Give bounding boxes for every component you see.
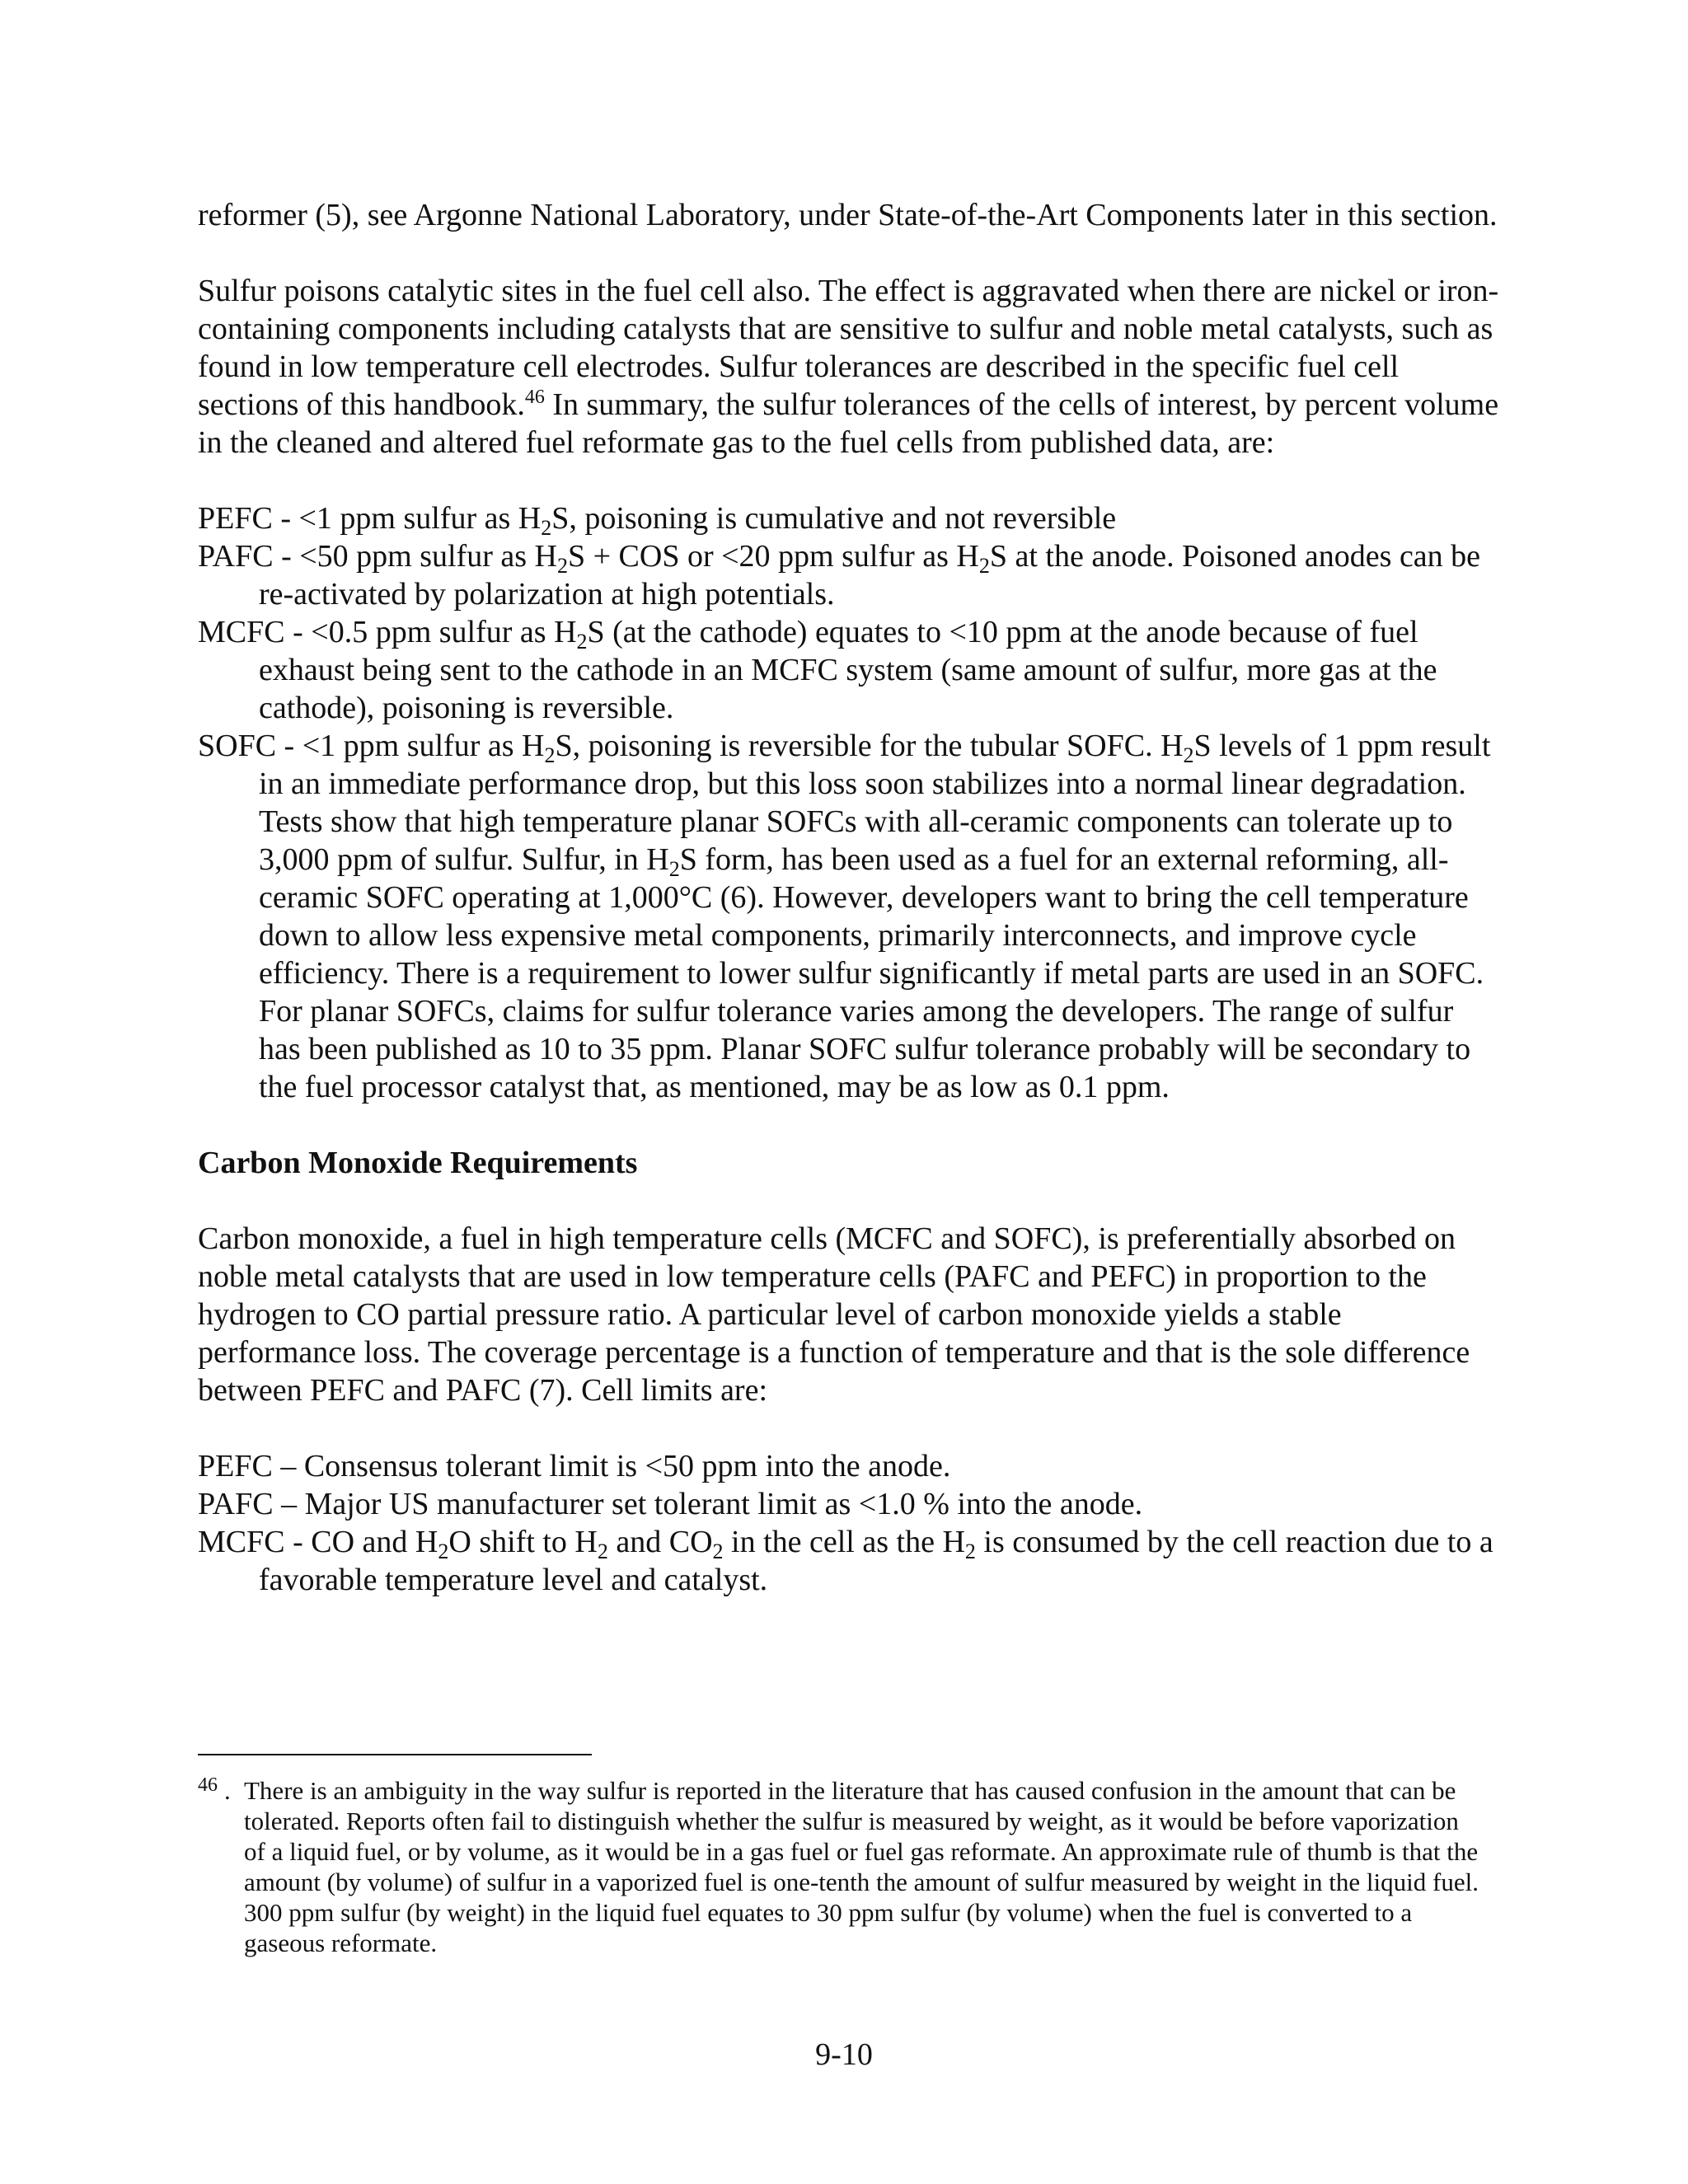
section-heading: Carbon Monoxide Requirements — [198, 1146, 638, 1180]
co-paragraph: Carbon monoxide, a fuel in high temperature cells (MCFC and SOFC), is preferentially absorbed on noble metal catalysts that are used in low temperature cells (PAFC and PEFC) in proportion to the hydrogen to CO partial pressure ratio. A particular level of carbon monoxide yields a stable performance loss. The coverage percentage is a function of temperature and that is the sole difference between PEFC and PAFC (7). Cell limits are: — [198, 1221, 1470, 1408]
sulfur-item-pefc — [198, 499, 1500, 540]
footnote-reference[interactable]: 46 — [524, 387, 545, 408]
list-item-text: S (at the cathode) equates to <10 ppm at the anode because of fuel exhaust being sent to the cathode in an MCFC system (same amount of sulfur, more gas at the cathode), poisoning is reversible. — [259, 615, 1437, 725]
subscript: 2 — [544, 743, 556, 767]
list-item-text: is consumed by the cell reaction due to a favorable temperature level and catalyst. — [259, 1525, 1493, 1597]
list-item-text: O shift to H — [448, 1525, 598, 1559]
footnote-text: There is an ambiguity in the way sulfur is reported in the literature that has caused confusion in the amount that can be tolerated. Reports often fail to distinguish whether the sulfur is measured by weight, as it would be before vaporization of a liquid fuel, or by volume, as it would be in a gas fuel or fuel gas reformate. An approximate rule of thumb is that the amount (by volume) of sulfur in a vaporized fuel is one-tenth the amount of sulfur measured by weight in the liquid fuel. 300 ppm sulfur (by weight) in the liquid fuel equates to 30 ppm sulfur (by volume) when the fuel is converted to a gaseous reformate. — [244, 1776, 1479, 1957]
list-item-text: MCFC - <0.5 ppm sulfur as H — [198, 615, 577, 649]
footnote-number: 46 — [198, 1774, 218, 1796]
subscript: 2 — [597, 1540, 608, 1563]
list-item-text: MCFC - CO and H — [198, 1525, 438, 1559]
list-item-text: S levels of 1 ppm result in an immediate performance drop, but this loss soon stabilizes into a normal linear degradation. Tests show that high temperature planar SOFCs with all-ceramic components can tolerate up to 3,000 ppm of sulfur. Sulfur, in H — [259, 729, 1491, 877]
spacer — [198, 462, 1500, 499]
page-body — [198, 196, 1500, 1599]
subscript: 2 — [1183, 743, 1194, 767]
footnote-dot: . — [224, 1776, 231, 1805]
spacer — [198, 1106, 1500, 1144]
footnote — [198, 1775, 1484, 1958]
list-item-text: in the cell as the H — [723, 1525, 965, 1559]
list-item-text: PAFC - <50 ppm sulfur as H — [198, 539, 557, 574]
list-item-text: S + COS or <20 ppm sulfur as H — [567, 539, 979, 574]
list-item-text: S form, has been used as a fuel for an external reforming, all-ceramic SOFC operating at 1,000°C (6). However, developers want to bring the cell temperature down to allow less expensive metal components, primarily interconnects, and improve cycle efficiency. There is a requirement to lower sulfur significantly if metal parts are used in an SOFC. For planar SOFCs, claims for sulfur tolerance varies among the developers. The range of sulfur has been published as 10 to 35 ppm. Planar SOFC sulfur tolerance probably will be secondary to the fuel processor catalyst that, as mentioned, may be as low as 0.1 ppm. — [259, 842, 1484, 1104]
subscript: 2 — [712, 1540, 724, 1563]
spacer — [198, 234, 1500, 272]
sulfur-item-sofc — [198, 727, 1500, 1106]
co-item-mcfc — [198, 1523, 1500, 1599]
sulfur-paragraph-text-continued: In summary, the sulfur tolerances of the cells of interest, by percent volume in the cleaned and altered fuel reformate gas to the fuel cells from published data, are: — [198, 387, 1499, 460]
sulfur-paragraph-text: Sulfur poisons catalytic sites in the fuel cell also. The effect is aggravated when there are nickel or iron-containing components including catalysts that are sensitive to sulfur and noble metal catalysts, such as found in low temperature cell electrodes. Sulfur tolerances are described in the specific fuel cell sections of this handbook. — [198, 274, 1499, 422]
co-item-pefc: PEFC – Consensus tolerant limit is <50 ppm into the anode. — [198, 1449, 951, 1483]
spacer — [198, 1409, 1500, 1447]
subscript: 2 — [438, 1540, 449, 1563]
spacer — [198, 1182, 1500, 1220]
subscript: 2 — [541, 516, 552, 540]
co-item-pafc: PAFC – Major US manufacturer set tolerant limit as <1.0 % into the anode. — [198, 1487, 1143, 1521]
page-number: 9-10 — [815, 2037, 873, 2072]
list-item-text: S, poisoning is cumulative and not reversible — [551, 501, 1117, 536]
list-item-text: SOFC - <1 ppm sulfur as H — [198, 729, 545, 763]
list-item-text: S, poisoning is reversible for the tubular SOFC. H — [555, 729, 1184, 763]
subscript: 2 — [978, 554, 990, 578]
list-item-text: PEFC - <1 ppm sulfur as H — [198, 501, 542, 536]
sulfur-item-pafc — [198, 537, 1500, 613]
list-item-text: and CO — [607, 1525, 713, 1559]
sulfur-item-mcfc — [198, 613, 1500, 727]
intro-paragraph: reformer (5), see Argonne National Laboratory, under State-of-the-Art Components later in this section. — [198, 198, 1498, 232]
subscript: 2 — [668, 857, 680, 881]
subscript: 2 — [964, 1540, 976, 1563]
subscript: 2 — [576, 630, 588, 654]
sulfur-paragraph — [198, 272, 1500, 462]
subscript: 2 — [556, 554, 568, 578]
footnote-separator — [198, 1754, 592, 1755]
list-item-text: S at the anode. Poisoned anodes can be re-activated by polarization at high potentials. — [259, 539, 1481, 612]
